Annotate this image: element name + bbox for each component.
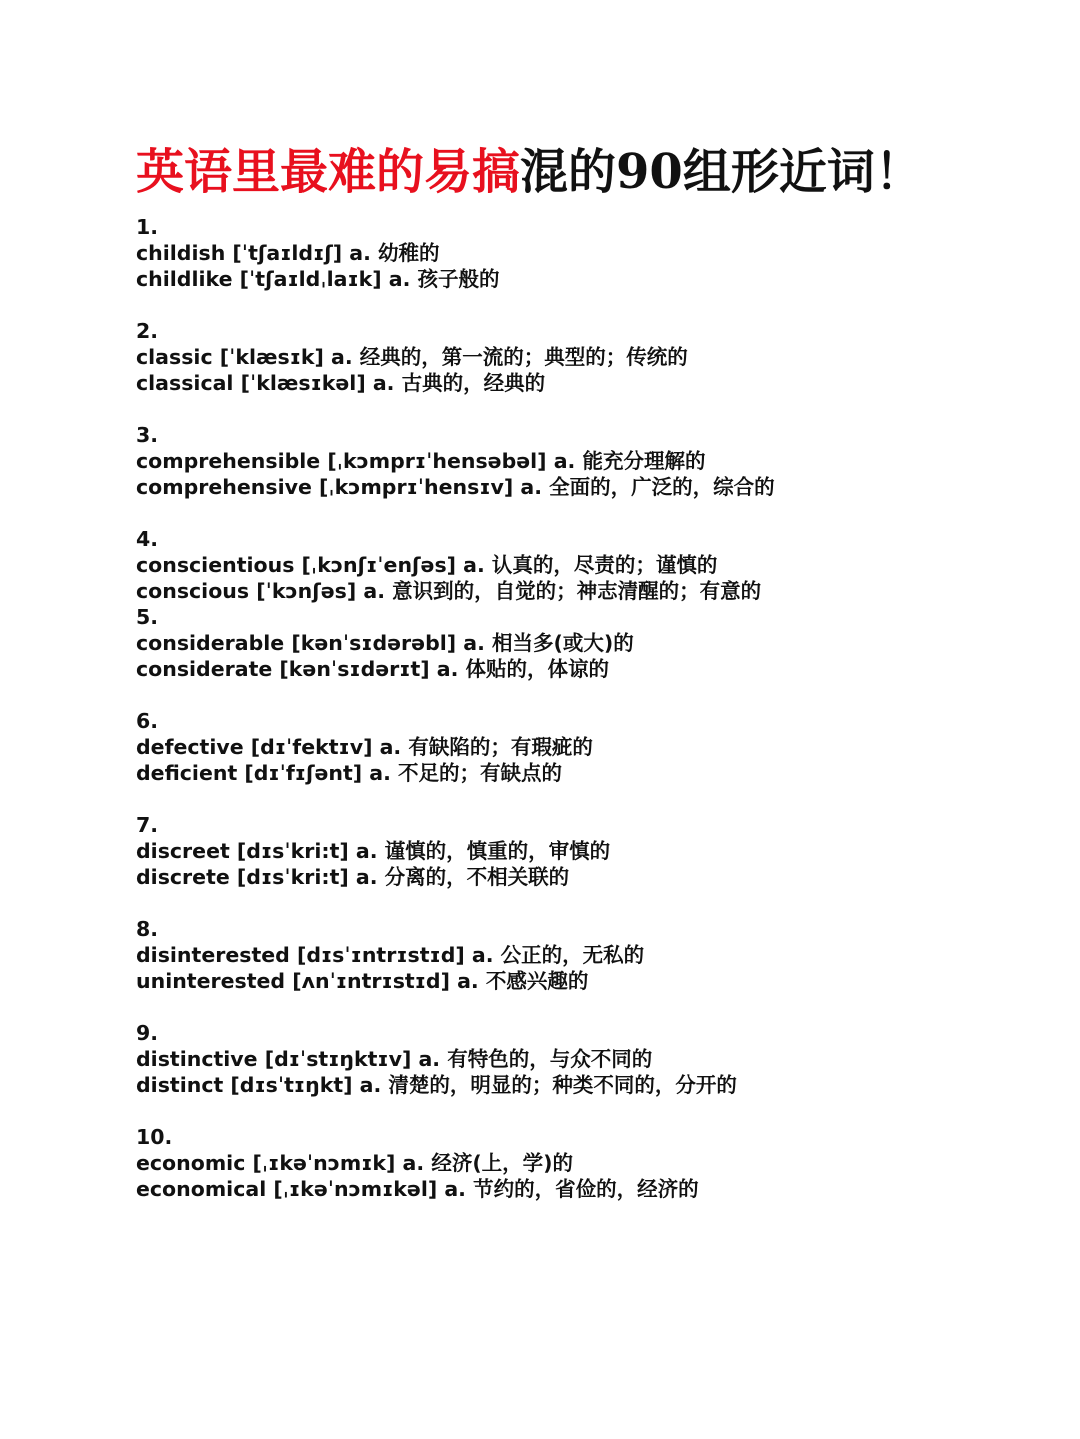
word-line: distinctive [dɪˈstɪŋktɪv] a. 有特色的，与众不同的 (136, 1047, 653, 1071)
word-group-7 (136, 812, 1036, 916)
group-number: 4. (136, 527, 159, 551)
word-line: classical [ˈklæsɪkəl] a. 古典的，经典的 (136, 371, 546, 395)
word-line: economic [ˌɪkəˈnɔmɪk] a. 经济(上，学)的 (136, 1151, 574, 1175)
spacer (136, 890, 1036, 916)
word-line: comprehensive [ˌkɔmprɪˈhensɪv] a. 全面的，广泛的，综合的 (136, 475, 775, 499)
page-title (136, 140, 923, 204)
spacer (136, 396, 1036, 422)
group-number: 10. (136, 1125, 173, 1149)
word-line: childlike [ˈtʃaɪldˌlaɪk] a. 孩子般的 (136, 267, 500, 291)
word-line: comprehensible [ˌkɔmprɪˈhensəbəl] a. 能充分理解的 (136, 449, 706, 473)
word-line: defective [dɪˈfektɪv] a. 有缺陷的；有瑕疵的 (136, 735, 593, 759)
group-number: 6. (136, 709, 159, 733)
group-number: 1. (136, 215, 159, 239)
spacer (136, 292, 1036, 318)
word-group-3 (136, 422, 1036, 526)
word-group-4 (136, 526, 1036, 604)
spacer (136, 786, 1036, 812)
word-line: considerate [kənˈsɪdərɪt] a. 体贴的，体谅的 (136, 657, 610, 681)
word-line: deficient [dɪˈfɪʃənt] a. 不足的；有缺点的 (136, 761, 563, 785)
title-red-part: 英语里最难的易搞 (136, 144, 521, 200)
word-line: economical [ˌɪkəˈnɔmɪkəl] a. 节约的，省俭的，经济的 (136, 1177, 699, 1201)
spacer (136, 682, 1036, 708)
group-number: 9. (136, 1021, 159, 1045)
word-line: disinterested [dɪsˈɪntrɪstɪd] a. 公正的，无私的 (136, 943, 645, 967)
word-line: discreet [dɪsˈkri:t] a. 谨慎的，慎重的，审慎的 (136, 839, 611, 863)
group-number: 5. (136, 605, 159, 629)
group-number: 2. (136, 319, 159, 343)
group-number: 7. (136, 813, 159, 837)
word-group-1 (136, 214, 1036, 318)
word-group-2 (136, 318, 1036, 422)
word-group-9 (136, 1020, 1036, 1124)
word-group-8 (136, 916, 1036, 1020)
word-group-10 (136, 1124, 1036, 1202)
spacer (136, 1098, 1036, 1124)
title-black-part: 混的90组形近词！ (520, 144, 923, 200)
word-line: classic [ˈklæsɪk] a. 经典的，第一流的；典型的；传统的 (136, 345, 688, 369)
word-line: uninterested [ʌnˈɪntrɪstɪd] a. 不感兴趣的 (136, 969, 589, 993)
word-line: childish [ˈtʃaɪldɪʃ] a. 幼稚的 (136, 241, 440, 265)
word-group-5 (136, 604, 1036, 708)
word-line: conscientious [ˌkɔnʃɪˈenʃəs] a. 认真的，尽责的；谨慎的 (136, 553, 718, 577)
word-line: discrete [dɪsˈkri:t] a. 分离的，不相关联的 (136, 865, 570, 889)
group-number: 3. (136, 423, 159, 447)
spacer (136, 994, 1036, 1020)
spacer (136, 500, 1036, 526)
word-line: conscious [ˈkɔnʃəs] a. 意识到的，自觉的；神志清醒的；有意的 (136, 579, 762, 603)
group-number: 8. (136, 917, 159, 941)
word-line: distinct [dɪsˈtɪŋkt] a. 清楚的，明显的；种类不同的，分开的 (136, 1073, 737, 1097)
word-list (136, 214, 1036, 1202)
word-group-6 (136, 708, 1036, 812)
word-line: considerable [kənˈsɪdərəbl] a. 相当多(或大)的 (136, 631, 634, 655)
